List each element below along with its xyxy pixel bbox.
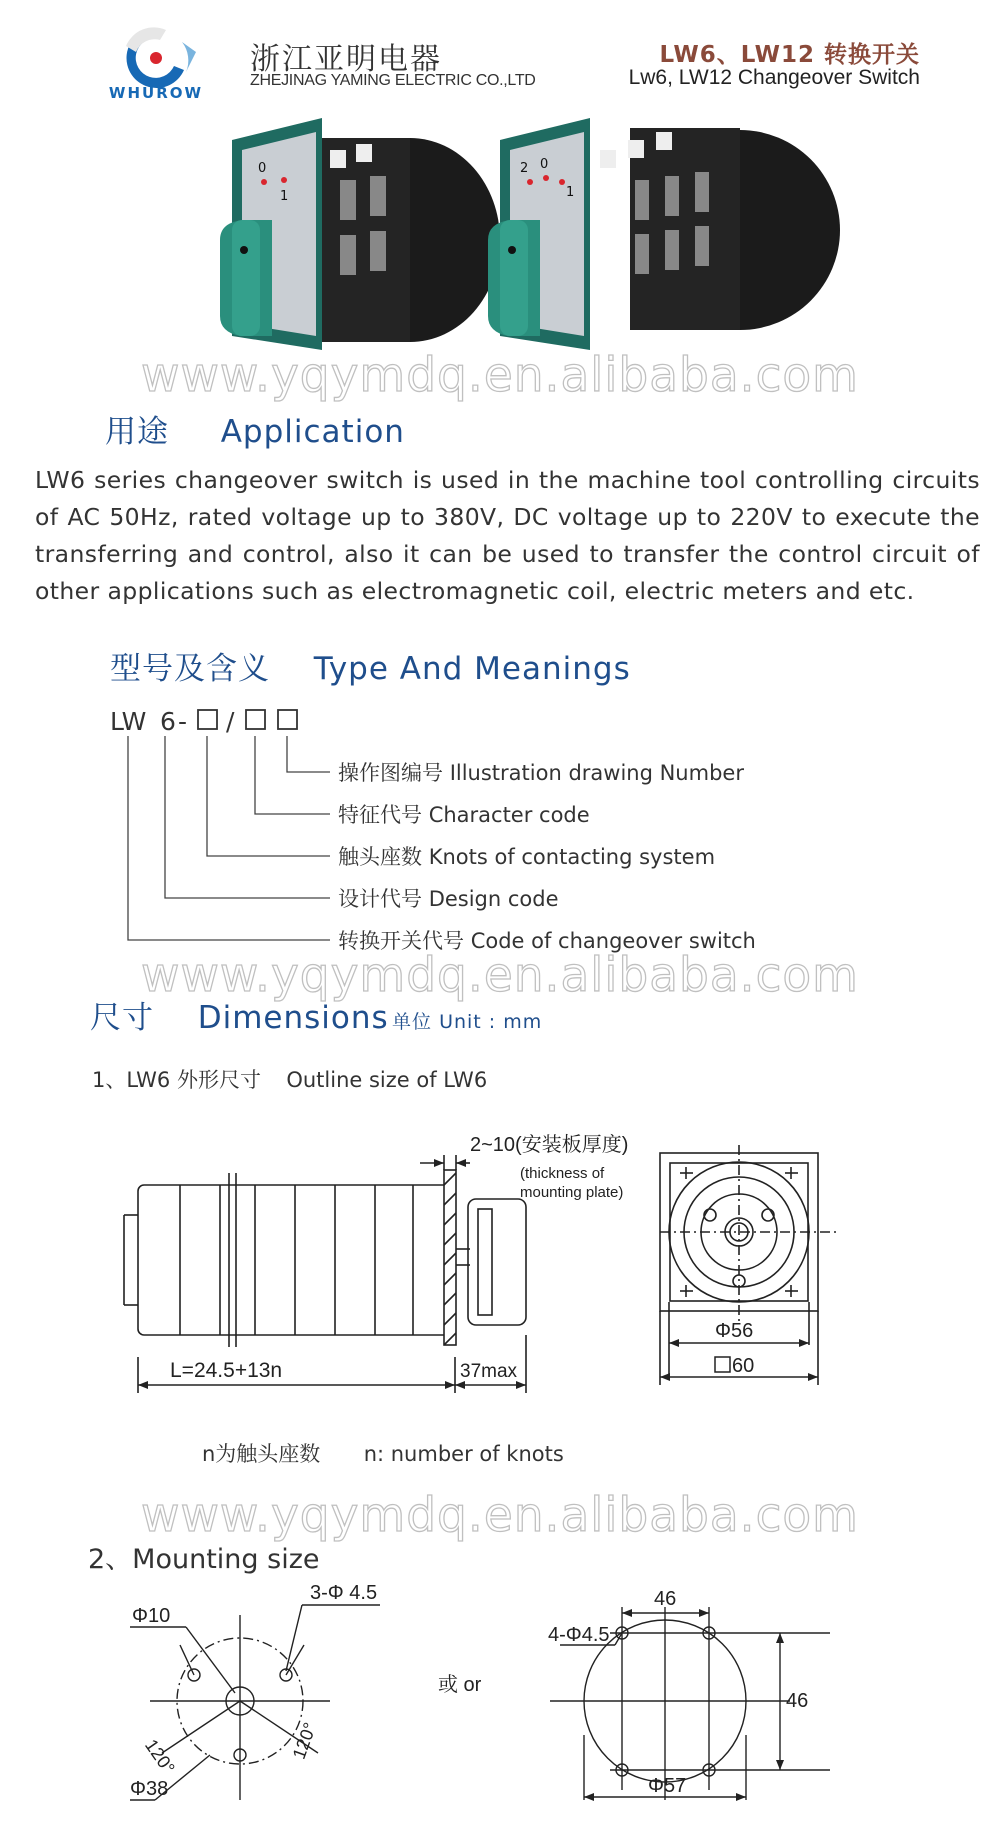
switch-right-pos-0: 0	[540, 157, 549, 172]
angle-left-label: 120°	[140, 1735, 179, 1778]
switch-right-pos-1: 1	[566, 185, 575, 200]
code-box-character	[246, 710, 265, 729]
knots-note	[202, 1438, 564, 1468]
three-holes-label: 3-Φ 4.5	[310, 1585, 378, 1604]
leader-lines	[128, 736, 330, 940]
dimensions-title-cn: 尺寸	[90, 1000, 154, 1036]
code-digit: 6	[160, 707, 176, 736]
type-title-en: Type And Meanings	[313, 651, 631, 687]
code-dash: -	[178, 707, 188, 736]
plate-thickness-label: 2~10(安装板厚度)	[470, 1134, 629, 1156]
angle-right-label: 120°	[288, 1719, 321, 1762]
knots-note-cn: n为触头座数	[202, 1442, 321, 1466]
company-name-cn: 浙江亚明电器	[250, 42, 442, 77]
switch-photo-left	[220, 118, 500, 350]
application-title-cn: 用途	[105, 414, 169, 450]
product-photos	[180, 110, 880, 365]
length-formula: L=24.5+13n	[170, 1359, 283, 1382]
unit-label	[392, 1007, 542, 1034]
meaning-3-cn: 触头座数	[338, 845, 422, 869]
outline-title-cn: 外形尺寸	[176, 1068, 261, 1092]
brand-logo	[96, 22, 216, 102]
outline-title-en: Outline size of LW6	[286, 1068, 488, 1092]
meaning-4-en: Design code	[428, 887, 559, 911]
type-title	[110, 643, 631, 688]
center-hole-label: Φ10	[132, 1605, 171, 1627]
mounting-drawing	[90, 1585, 930, 1820]
outline-title-prefix: 1、LW6	[92, 1068, 171, 1092]
dimensions-title-en: Dimensions	[197, 1000, 389, 1036]
cut-diameter-label: Φ57	[648, 1775, 687, 1797]
meaning-1-cn: 操作图编号	[338, 761, 443, 785]
diameter-label: Φ56	[715, 1320, 754, 1342]
pcd-label: Φ38	[130, 1778, 169, 1800]
meaning-4-cn: 设计代号	[338, 887, 422, 911]
code-slash: /	[226, 707, 235, 736]
outline-title	[92, 1064, 487, 1094]
meaning-5-en: Code of changeover switch	[470, 929, 756, 953]
square-symbol-icon	[715, 1357, 730, 1372]
mounting-title: 2、Mounting size	[88, 1544, 320, 1575]
watermark: www.yqymdq.en.alibaba.com	[141, 348, 859, 403]
dimensions-title	[90, 992, 389, 1037]
code-box-drawing	[278, 710, 297, 729]
square-width-label: 46	[654, 1588, 677, 1610]
front-view	[660, 1145, 840, 1385]
svg-text:操作图编号 Illustration drawing Num	[338, 761, 744, 785]
code-prefix: LW	[110, 707, 147, 736]
meaning-5-cn: 转换开关代号	[338, 929, 464, 953]
switch-right-pos-2: 2	[520, 161, 529, 176]
type-code-diagram	[100, 700, 960, 970]
application-title	[105, 406, 405, 451]
meaning-1-en: Illustration drawing Number	[449, 761, 744, 785]
max-depth: 37max	[460, 1361, 518, 1382]
meaning-3-en: Knots of contacting system	[428, 845, 716, 869]
meaning-2-en: Character code	[428, 803, 590, 827]
switch-left-pos-1: 1	[280, 189, 289, 204]
company-name-en: ZHEJINAG YAMING ELECTRIC CO.,LTD	[250, 72, 536, 89]
square-label: 60	[732, 1355, 755, 1377]
plate-note-2: mounting plate)	[520, 1184, 624, 1201]
svg-text:特征代号 Character code	[338, 803, 590, 827]
or-label: 或 or	[438, 1674, 482, 1696]
product-title-en: Lw6, LW12 Changeover Switch	[628, 66, 920, 89]
switch-photo-right	[488, 118, 840, 350]
switch-left-pos-0: 0	[258, 161, 267, 176]
watermark: www.yqymdq.en.alibaba.com	[141, 1488, 859, 1543]
meaning-2-cn: 特征代号	[338, 803, 422, 827]
product-title-cn: LW6、LW12 转换开关	[659, 42, 920, 68]
side-view	[124, 1155, 526, 1393]
application-title-en: Application	[220, 414, 405, 450]
brand-name: WHUROW	[108, 84, 204, 102]
type-title-cn: 型号及含义	[110, 651, 270, 687]
logo-swirl-icon	[96, 22, 216, 92]
application-text: LW6 series changeover switch is used in the machine tool controlling circuits of AC 50Hz, rated voltage up to 380V, DC voltage up to 220V to execute the transferring and control, also it can be used to transfer the control circuit of other applications such as electromagnetic coil, electric meters and etc.	[35, 466, 980, 605]
svg-text:设计代号 Design code	[338, 887, 559, 911]
watermark: www.yqymdq.en.alibaba.com	[141, 948, 859, 1003]
four-holes-label: 4-Φ4.5	[548, 1624, 610, 1646]
svg-text:触头座数 Knots of contacting syste	[338, 845, 715, 869]
code-box-knots	[198, 710, 217, 729]
unit-label-cn: 单位	[392, 1011, 433, 1033]
outline-drawing	[120, 1125, 960, 1425]
square-height-label: 46	[786, 1690, 809, 1712]
unit-label-en: Unit : mm	[439, 1011, 543, 1033]
plate-note-1: (thickness of	[520, 1165, 605, 1182]
knots-note-en: n: number of knots	[363, 1442, 564, 1466]
